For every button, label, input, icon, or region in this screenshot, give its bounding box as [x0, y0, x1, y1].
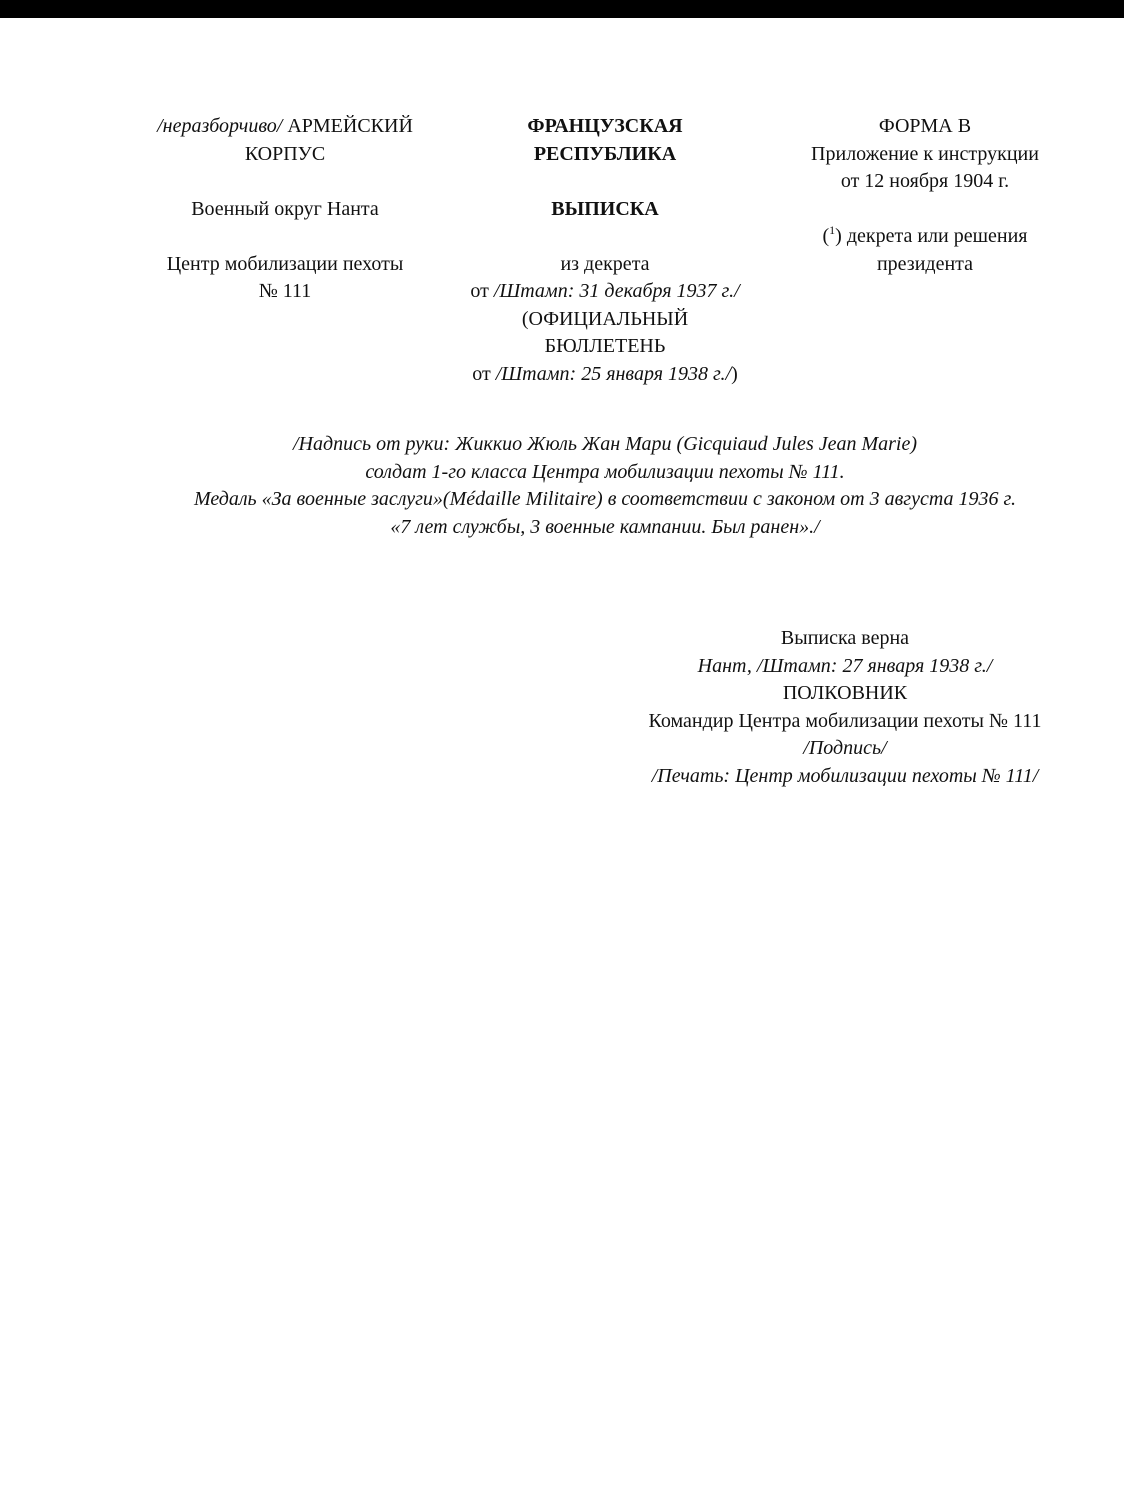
bulletin-suffix: ) [731, 362, 738, 385]
handwritten-line3: Медаль «За военные заслуги»(Médaille Militaire) в соответствии с законом от 3 августа 1936 г. [193, 488, 1017, 510]
handwritten-line2: солдат 1-го класса Центра мобилизации пехоты № 111. [365, 460, 845, 483]
place-date: Нант, /Штамп: 27 января 1938 г./ [697, 654, 993, 677]
extract-title: ВЫПИСКА [551, 197, 659, 220]
rank: ПОЛКОВНИК [782, 682, 908, 704]
header-left-block [125, 113, 445, 306]
bulletin-date-line [440, 361, 770, 389]
footnote-mark: 1 [829, 223, 836, 237]
from-decree: из декрета [560, 252, 650, 275]
handwritten-note [60, 431, 1124, 541]
footnote-close: ) декрета или решения [835, 225, 1028, 247]
form-label: ФОРМА В [878, 115, 972, 137]
mobilization-center-number: № 111 [258, 280, 312, 302]
header-center-block [440, 113, 770, 388]
president-line: президента [876, 252, 974, 275]
top-black-bar [0, 0, 1124, 18]
signature: /Подпись/ [803, 737, 887, 759]
certification-block [600, 625, 1090, 790]
army-corps-line [125, 113, 445, 141]
true-copy: Выписка верна [780, 627, 910, 649]
decree-prefix: от [470, 280, 494, 302]
bulletin-stamp: /Штамп: 25 января 1938 г./ [495, 362, 732, 385]
illegible-note: /неразборчиво/ [157, 115, 283, 137]
annex-line1: Приложение к инструкции [811, 142, 1039, 165]
annex-line2: от 12 ноября 1904 г. [840, 170, 1010, 192]
army-corps-line2: КОРПУС [244, 142, 326, 165]
bulletin-line2: БЮЛЛЕТЕНЬ [544, 335, 666, 357]
decree-or-decision-line [770, 223, 1080, 251]
republic-line2: РЕСПУБЛИКА [533, 142, 677, 165]
republic-line1: ФРАНЦУЗСКАЯ [527, 115, 683, 137]
seal: /Печать: Центр мобилизации пехоты № 111/ [651, 764, 1039, 787]
decree-stamp: /Штамп: 31 декабря 1937 г./ [493, 280, 740, 302]
commander: Командир Центра мобилизации пехоты № 111 [648, 709, 1042, 732]
bulletin-prefix: от [472, 362, 496, 385]
mobilization-center-line1: Центр мобилизации пехоты [166, 252, 404, 275]
header-right-block [770, 113, 1080, 278]
army-corps-text: АРМЕЙСКИЙ [282, 115, 413, 137]
handwritten-line4: «7 лет службы, 3 военные кампании. Был ранен»./ [390, 515, 820, 538]
footnote-open: ( [822, 225, 830, 247]
military-district: Военный округ Нанта [191, 197, 379, 220]
decree-date-line [440, 278, 770, 306]
handwritten-line1: /Надпись от руки: Жиккио Жюль Жан Мари (Gicquiaud Jules Jean Marie) [292, 433, 918, 455]
bulletin-line1: (ОФИЦИАЛЬНЫЙ [521, 307, 689, 330]
